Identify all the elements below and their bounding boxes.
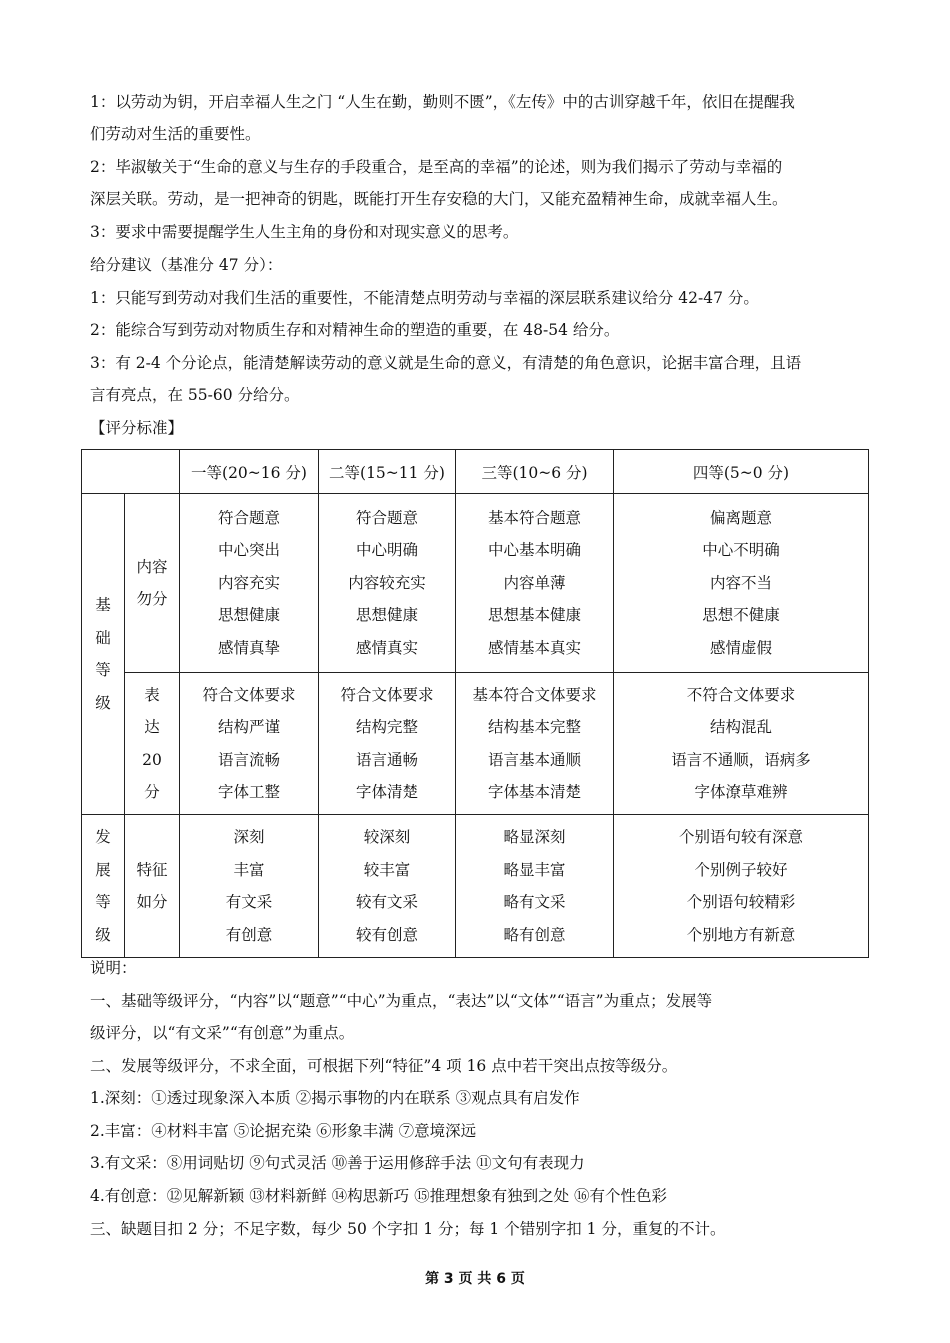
criterion-text: 结构完整 xyxy=(355,718,418,736)
criterion-text: 符合文体要求 xyxy=(202,685,296,704)
development-level-label xyxy=(82,815,125,958)
expression-label-line: 20 xyxy=(142,750,162,769)
feature-label xyxy=(125,815,180,958)
criterion-text: 较深刻 xyxy=(363,828,411,846)
basic-level-char: 等 xyxy=(95,661,111,679)
criterion-text: 字体清楚 xyxy=(355,783,418,801)
expression-grade-2 xyxy=(319,673,456,815)
note-3: 三、缺题目扣 2 分；不足字数，每少 50 个字扣 1 分；每 1 个错别字扣 1 分，重复的不计。 xyxy=(90,1220,726,1238)
expression-grade-3 xyxy=(456,673,614,815)
development-row xyxy=(82,815,869,958)
criterion-text: 略显深刻 xyxy=(503,828,566,846)
criterion-text: 基本符合文体要求 xyxy=(472,685,597,704)
note-1-line-2: 级评分，以“有文采”“有创意”为重点。 xyxy=(90,1024,355,1042)
feature-grade-2 xyxy=(319,815,456,958)
criterion-text: 个别语句较有深意 xyxy=(678,828,803,846)
detail-3: 3.有文采：⑧用词贴切 ⑨句式灵活 ⑩善于运用修辞手法 ⑪文句有表现力 xyxy=(90,1154,585,1172)
criterion-text: 语言不通顺，语病多 xyxy=(671,750,811,769)
development-level-char: 展 xyxy=(95,860,111,879)
suggestion-2: 2：能综合写到劳动对物质生存和对精神生命的塑造的重要，在 48-54 给分。 xyxy=(90,321,620,339)
scoring-table xyxy=(81,449,869,958)
feature-grade-3 xyxy=(456,815,614,958)
feature-grade-1 xyxy=(180,815,319,958)
criterion-text: 深刻 xyxy=(233,828,265,846)
content-grade-3 xyxy=(456,494,614,673)
suggestion-title: 给分建议（基准分 47 分）： xyxy=(90,256,283,274)
expression-row xyxy=(82,673,869,815)
content-grade-4 xyxy=(614,494,869,673)
feature-grade-4 xyxy=(614,815,869,958)
criterion-text: 语言基本通顺 xyxy=(487,750,581,769)
header-grade-3: 三等(10~6 分) xyxy=(456,450,614,494)
criterion-text: 较有文采 xyxy=(355,893,418,911)
suggestion-3-line-2: 言有亮点，在 55-60 分给分。 xyxy=(90,386,300,404)
criterion-text: 思想基本健康 xyxy=(487,606,581,625)
detail-2: 2.丰富：④材料丰富 ⑤论据充染 ⑥形象丰满 ⑦意境深远 xyxy=(90,1122,477,1140)
criterion-text: 内容较充实 xyxy=(348,573,426,592)
criterion-text: 个别例子较好 xyxy=(694,860,788,879)
intro-point-2-line-1: 2：毕淑敏关于“生命的意义与生存的手段重合，是至高的幸福”的论述，则为我们揭示了劳动与幸福的 xyxy=(90,158,783,176)
criterion-text: 符合文体要求 xyxy=(340,685,434,704)
criterion-text: 字体潦草难辨 xyxy=(694,783,788,801)
development-level-char: 等 xyxy=(95,893,111,911)
detail-4: 4.有创意：⑫见解新颖 ⑬材料新鲜 ⑭构思新巧 ⑮推理想象有独到之处 ⑯有个性色彩 xyxy=(90,1187,667,1205)
criterion-text: 结构混乱 xyxy=(709,718,772,736)
criterion-text: 符合题意 xyxy=(217,508,280,527)
notes-title: 说明： xyxy=(90,959,137,977)
criterion-text: 感情真实 xyxy=(355,638,418,657)
basic-level-char: 础 xyxy=(95,628,111,647)
basic-level-char: 级 xyxy=(95,693,111,712)
criterion-text: 略显丰富 xyxy=(503,860,566,879)
expression-grade-1 xyxy=(180,673,319,815)
criterion-text: 字体工整 xyxy=(217,783,280,801)
expression-label-line: 达 xyxy=(144,718,160,736)
suggestion-3-line-1: 3：有 2-4 个分论点，能清楚解读劳动的意义就是生命的意义，有清楚的角色意识，论据丰富合理，且语 xyxy=(90,354,802,372)
criterion-text: 结构严谨 xyxy=(217,718,280,736)
development-level-char: 发 xyxy=(95,828,111,846)
criterion-text: 有创意 xyxy=(225,925,273,944)
expression-grade-4 xyxy=(614,673,869,815)
criterion-text: 个别地方有新意 xyxy=(686,925,796,944)
rubric-title: 【评分标准】 xyxy=(90,419,184,437)
header-corner xyxy=(82,450,180,494)
criterion-text: 思想不健康 xyxy=(702,606,780,625)
page-footer: 第 3 页 共 6 页 xyxy=(425,1271,525,1287)
suggestion-1: 1：只能写到劳动对我们生活的重要性，不能清楚点明劳动与幸福的深层联系建议给分 42-47 分。 xyxy=(90,289,759,307)
intro-point-3: 3：要求中需要提醒学生人生主角的身份和对现实意义的思考。 xyxy=(90,223,519,241)
criterion-text: 思想健康 xyxy=(355,606,418,625)
intro-point-1-line-1: 1：以劳动为钥，开启幸福人生之门 “人生在勤，勤则不匮”，《左传》中的古训穿越千年，依旧在提醒我 xyxy=(90,93,795,111)
criterion-text: 感情真挚 xyxy=(217,638,280,657)
basic-level-label xyxy=(82,494,125,815)
criterion-text: 语言通畅 xyxy=(355,750,418,769)
criterion-text: 结构基本完整 xyxy=(487,718,581,736)
criterion-text: 略有创意 xyxy=(503,925,566,944)
criterion-text: 语言流畅 xyxy=(217,750,280,769)
criterion-text: 思想健康 xyxy=(217,606,280,625)
criterion-text: 中心不明确 xyxy=(702,541,780,560)
note-1-line-1: 一、基础等级评分，“内容”以“题意”“中心”为重点，“表达”以“文体”“语言”为重点；发展等 xyxy=(90,992,713,1010)
content-label-line: 内容 xyxy=(136,557,168,576)
criterion-text: 略有文采 xyxy=(503,893,566,911)
criterion-text: 内容不当 xyxy=(709,573,772,592)
expression-label xyxy=(125,673,180,815)
content-label-line: 勿分 xyxy=(136,590,168,608)
header-row xyxy=(82,450,869,494)
criterion-text: 符合题意 xyxy=(355,508,418,527)
criterion-text: 基本符合题意 xyxy=(487,508,581,527)
header-grade-4: 四等(5~0 分) xyxy=(614,450,869,494)
expression-label-line: 表 xyxy=(144,685,160,704)
criterion-text: 感情虚假 xyxy=(709,638,772,657)
criterion-text: 中心突出 xyxy=(217,541,280,560)
criterion-text: 较有创意 xyxy=(355,925,418,944)
criterion-text: 偏离题意 xyxy=(709,508,772,527)
criterion-text: 有文采 xyxy=(225,893,273,911)
content-label xyxy=(125,494,180,673)
criterion-text: 中心基本明确 xyxy=(487,541,581,560)
criterion-text: 中心明确 xyxy=(355,541,418,560)
criterion-text: 内容充实 xyxy=(217,573,280,592)
basic-level-char: 基 xyxy=(95,596,111,614)
header-grade-2: 二等(15~11 分) xyxy=(319,450,456,494)
criterion-text: 个别语句较精彩 xyxy=(686,893,796,911)
criterion-text: 较丰富 xyxy=(363,860,411,879)
content-grade-1 xyxy=(180,494,319,673)
criterion-text: 丰富 xyxy=(233,860,265,879)
intro-point-1-line-2: 们劳动对生活的重要性。 xyxy=(90,125,261,143)
note-2: 二、发展等级评分，不求全面，可根据下列“特征”4 项 16 点中若干突出点按等级分。 xyxy=(90,1057,678,1075)
expression-label-line: 分 xyxy=(144,783,160,801)
criterion-text: 不符合文体要求 xyxy=(686,685,796,704)
detail-1: 1.深刻：①透过现象深入本质 ②揭示事物的内在联系 ③观点具有启发作 xyxy=(90,1089,580,1107)
header-grade-1: 一等(20~16 分) xyxy=(180,450,319,494)
intro-point-2-line-2: 深层关联。劳动，是一把神奇的钥匙，既能打开生存安稳的大门，又能充盈精神生命，成就幸福人生。 xyxy=(90,190,788,208)
feature-label-line: 如分 xyxy=(136,893,168,911)
criterion-text: 内容单薄 xyxy=(503,573,566,592)
development-level-char: 级 xyxy=(95,925,111,944)
content-row xyxy=(82,494,869,673)
criterion-text: 字体基本清楚 xyxy=(487,783,581,801)
feature-label-line: 特征 xyxy=(136,860,168,879)
criterion-text: 感情基本真实 xyxy=(487,638,581,657)
content-grade-2 xyxy=(319,494,456,673)
